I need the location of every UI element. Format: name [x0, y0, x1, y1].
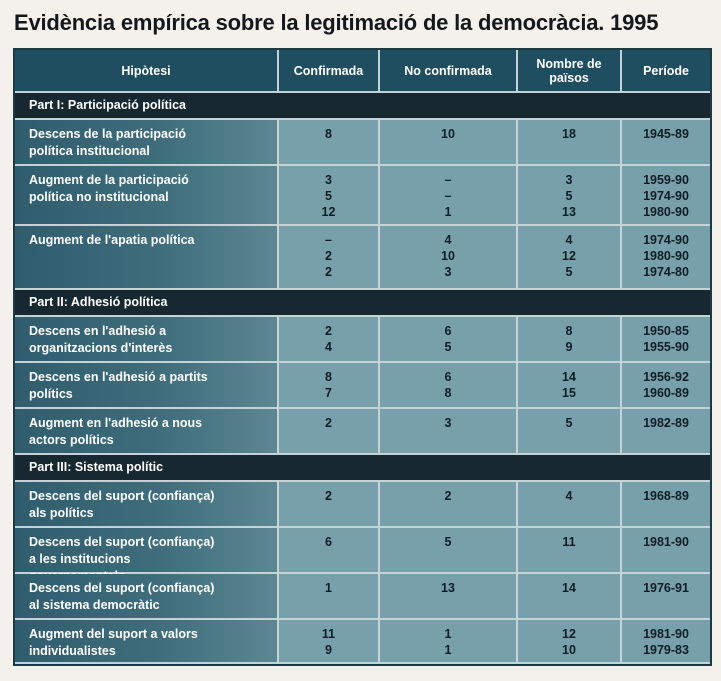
periode-cell [622, 317, 710, 361]
cell-value: 1945-89 [643, 127, 689, 141]
cell-value: 5 [565, 416, 573, 430]
confirmada-cell [279, 363, 380, 407]
hypothesis-cell: Descens en l'adhesió a organitzacions d'interès [15, 317, 279, 361]
cell-value: 1968-89 [643, 489, 689, 503]
cell-value: 1979-83 [643, 643, 689, 657]
cell-value: 1981-90 [643, 627, 689, 641]
cell-value: 1 [444, 627, 452, 641]
hypothesis-cell: Descens del suport (confiança) al sistema democràtic [15, 574, 279, 618]
cell-value: 5 [565, 265, 573, 279]
header-nombre-paisos [518, 50, 622, 91]
cell-value: 1955-90 [643, 340, 689, 354]
cell-value: 3 [565, 173, 573, 187]
cell-value: 15 [562, 386, 576, 400]
cell-value: 7 [325, 386, 332, 400]
evidence-table [13, 48, 712, 666]
table-row [15, 120, 710, 166]
cell-value: 2 [325, 265, 332, 279]
cell-value: 14 [562, 370, 576, 384]
no-confirmada-cell [380, 120, 518, 164]
cell-value: 9 [325, 643, 332, 657]
cell-value: 2 [444, 489, 452, 503]
hypothesis-cell: Augment de la participació política no institucional [15, 166, 279, 224]
no-confirmada-cell [380, 482, 518, 526]
cell-value: 11 [562, 535, 576, 549]
cell-value: 6 [444, 324, 452, 338]
table-row [15, 482, 710, 528]
confirmada-cell [279, 317, 380, 361]
periode-cell [622, 482, 710, 526]
header-hipotesi: Hipòtesi [15, 50, 279, 91]
cell-value: 2 [325, 324, 332, 338]
confirmada-cell [279, 120, 380, 164]
table-body [15, 93, 710, 664]
nombre-paisos-cell [518, 574, 622, 618]
periode-cell [622, 574, 710, 618]
cell-value: 9 [565, 340, 573, 354]
section-label: Part I: Participació política [29, 98, 186, 112]
cell-value: 4 [444, 233, 452, 247]
cell-value: 10 [562, 643, 576, 657]
cell-value: 8 [444, 386, 452, 400]
cell-value: 5 [325, 189, 332, 203]
no-confirmada-cell [380, 226, 518, 288]
no-confirmada-cell [380, 363, 518, 407]
hypothesis-cell: Augment del suport a valors individualistes [15, 620, 279, 662]
confirmada-cell [279, 574, 380, 618]
cell-value: 1950-85 [643, 324, 689, 338]
table-row [15, 317, 710, 363]
cell-value: – [444, 189, 452, 203]
table-row [15, 409, 710, 455]
cell-value: 8 [325, 127, 332, 141]
table-row [15, 528, 710, 574]
nombre-paisos-cell [518, 620, 622, 662]
cell-value: 1982-89 [643, 416, 689, 430]
cell-value: 4 [565, 489, 573, 503]
no-confirmada-cell [380, 620, 518, 662]
hypothesis-cell: Descens del suport (confiança) a les institucions [15, 528, 279, 572]
confirmada-cell [279, 528, 380, 572]
header-nombre-paisos-text: Nombre de països [536, 56, 602, 85]
cell-value: – [325, 233, 332, 247]
cell-value: 1974-80 [643, 265, 689, 279]
table-row [15, 166, 710, 226]
nombre-paisos-cell [518, 528, 622, 572]
section-label: Part III: Sistema polític [29, 460, 164, 474]
nombre-paisos-cell [518, 166, 622, 224]
confirmada-cell [279, 226, 380, 288]
cell-value: 4 [325, 340, 332, 354]
cell-value: – [444, 173, 452, 187]
confirmada-cell [279, 620, 380, 662]
cell-value: 5 [565, 189, 573, 203]
periode-cell [622, 620, 710, 662]
hypothesis-cell: Descens del suport (confiança) als polítics [15, 482, 279, 526]
cell-value: 1981-90 [643, 535, 689, 549]
periode-cell [622, 409, 710, 453]
no-confirmada-cell [380, 574, 518, 618]
hypothesis-cell: Descens de la participació política institucional [15, 120, 279, 164]
table-row [15, 620, 710, 664]
nombre-paisos-cell [518, 120, 622, 164]
confirmada-cell [279, 409, 380, 453]
cell-value: 6 [444, 370, 452, 384]
cell-value: 11 [321, 627, 336, 641]
cell-value: 10 [441, 249, 455, 263]
nombre-paisos-cell [518, 409, 622, 453]
cell-value: 13 [441, 581, 455, 595]
cell-value: 12 [562, 627, 576, 641]
cell-value: 6 [325, 535, 332, 549]
cell-value: 8 [565, 324, 573, 338]
cell-value: 5 [444, 535, 452, 549]
cell-value: 1 [444, 205, 452, 219]
cell-value: 1974-90 [643, 189, 689, 203]
cell-value: 4 [565, 233, 573, 247]
hypothesis-cell: Augment de l'apatia política [15, 226, 279, 288]
no-confirmada-cell [380, 409, 518, 453]
cell-value: 1 [325, 581, 332, 595]
cell-value: 1956-92 [643, 370, 689, 384]
cell-value: 1980-90 [643, 205, 689, 219]
cell-value: 1959-90 [643, 173, 689, 187]
cell-value: 1974-90 [643, 233, 689, 247]
cell-value: 2 [325, 416, 332, 430]
cell-value: 2 [325, 249, 332, 263]
table-row [15, 363, 710, 409]
cell-value: 13 [562, 205, 576, 219]
header-no-confirmada: No confirmada [380, 50, 518, 91]
cell-value: 3 [444, 416, 452, 430]
cell-value: 1 [444, 643, 452, 657]
header-periode: Període [643, 63, 689, 78]
no-confirmada-cell [380, 166, 518, 224]
section-row [15, 93, 710, 120]
periode-cell [622, 166, 710, 224]
page-title: Evidència empírica sobre la legitimació de la democràcia. 1995 [14, 10, 659, 35]
nombre-paisos-cell [518, 317, 622, 361]
table-row [15, 226, 710, 290]
confirmada-cell [279, 166, 380, 224]
cell-value: 8 [325, 370, 332, 384]
cell-value: 3 [325, 173, 332, 187]
periode-cell [622, 528, 710, 572]
cell-value: 12 [321, 205, 336, 219]
nombre-paisos-cell [518, 363, 622, 407]
confirmada-cell [279, 482, 380, 526]
cell-value: 5 [444, 340, 452, 354]
periode-cell [622, 120, 710, 164]
periode-cell [622, 363, 710, 407]
cell-value: 1976-91 [643, 581, 689, 595]
table-header-row [15, 50, 710, 93]
cell-value: 14 [562, 581, 576, 595]
section-label: Part II: Adhesió política [29, 295, 168, 309]
hypothesis-cell: Augment en l'adhesió a nous actors polítics [15, 409, 279, 453]
header-confirmada: Confirmada [279, 50, 380, 91]
cell-value: 2 [325, 489, 332, 503]
cell-value: 1980-90 [643, 249, 689, 263]
no-confirmada-cell [380, 317, 518, 361]
cell-value: 10 [441, 127, 455, 141]
no-confirmada-cell [380, 528, 518, 572]
cell-value: 12 [562, 249, 576, 263]
table-row [15, 574, 710, 620]
hypothesis-cell: Descens en l'adhesió a partits polítics [15, 363, 279, 407]
cell-value: 3 [444, 265, 452, 279]
nombre-paisos-cell [518, 226, 622, 288]
cell-value: 18 [562, 127, 576, 141]
periode-cell [622, 226, 710, 288]
nombre-paisos-cell [518, 482, 622, 526]
section-row [15, 455, 710, 482]
cell-value: 1960-89 [643, 386, 689, 400]
section-row [15, 290, 710, 317]
